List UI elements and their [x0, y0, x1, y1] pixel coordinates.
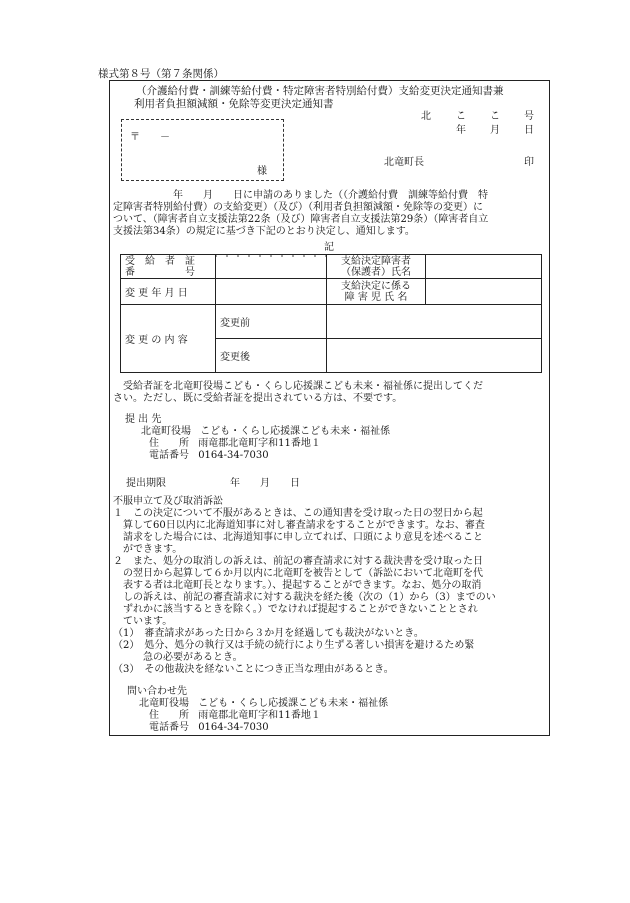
dest-phone-row [113, 450, 545, 462]
appeal-line: しの訴えは、前記の審査請求に対する裁決を経た後（次の（1）から（3）までのい [113, 592, 496, 603]
holder-name-field [426, 255, 542, 279]
appeal-line: ずれかに該当するときを除く。）でなければ提起することができないこととされ [113, 604, 478, 615]
contact-phone-value: 0164-34-7030 [198, 722, 269, 733]
contact-heading: 問い合わせ先 [127, 686, 187, 697]
appeal-sub-item: 急の必要があるとき。 [133, 652, 243, 663]
after-label: 変更後 [216, 339, 327, 373]
appeal-line: 表する者は北竜町長となります。）、提起することができます。なお、処分の取消 [113, 580, 482, 591]
appeal-line: 請求をした場合には、北海道知事に申し立てれば、口頭により意見を述べること [113, 532, 483, 543]
doc-no-part: 北 [421, 111, 431, 122]
doc-no-part: こ [456, 111, 466, 122]
change-date-field [216, 279, 327, 305]
contact-section [113, 686, 545, 734]
ki-heading: 記 [324, 242, 334, 253]
doc-no-part: こ [490, 111, 500, 122]
appeal-sub-item: （2） 処分、処分の執行又は手続の続行により生ずる著しい損害を避けるため緊 [113, 640, 475, 651]
contact-office-row [113, 698, 545, 710]
issuer-name: 北竜町長 [384, 157, 424, 168]
note-line: さい。ただし、既に受給者証を提出されている方は、不要です。 [113, 393, 403, 404]
date-part-month: 月 [490, 125, 500, 136]
date-part-day: 日 [524, 125, 534, 136]
dest-address-value: 雨竜郡北竜町字和11番地１ [198, 438, 321, 449]
appeal-line: ができます。 [113, 544, 183, 555]
appeal-line: １ この決定について不服があるときは、この通知書を受け取った日の翌日から起 [113, 508, 483, 519]
before-label: 変更前 [216, 305, 327, 339]
form-number: 様式第８号（第７条関係） [98, 68, 224, 80]
appeal-heading: 不服申立て及び取消訴訟 [113, 496, 223, 507]
holder-name-label [327, 255, 426, 279]
before-field [327, 305, 542, 339]
intro-line: ついて、（障害者自立支援法第22条（及び）障害者自立支援法第29条）（障害者自立 [113, 214, 489, 225]
cert-number-label [121, 255, 216, 279]
holder-label-line: （保護者）氏名 [341, 266, 411, 278]
change-date-label: 変 更 年 月 日 [121, 279, 216, 305]
child-label-line: 障 害 児 氏 名 [344, 291, 408, 303]
address-box [121, 119, 284, 181]
dest-office-label: 北竜町役場 [141, 426, 191, 437]
notice-title-line2: 利用者負担額減額・免除等変更決定通知書 [134, 98, 334, 110]
deadline-value: 年 月 日 [230, 478, 300, 489]
contact-office-value: こども・くらし応援課こども未来・福祉係 [198, 698, 389, 709]
appeal-section [113, 496, 545, 676]
child-name-label [327, 279, 426, 305]
doc-no-part: 号 [524, 111, 534, 122]
contact-address-value: 雨竜郡北竜町字和11番地１ [198, 710, 321, 721]
child-name-field [426, 279, 542, 305]
appeal-line: 算して60日以内に北海道知事に対し審査請求をすることができます。なお、審査 [113, 520, 485, 531]
intro-line: 定障害者特別給付費）の支給変更）（及び）（利用者負担額減額・免除等の変更）に [113, 202, 483, 213]
contact-address-row [113, 710, 545, 722]
dest-phone-value: 0164-34-7030 [198, 450, 269, 461]
cert-label-line: 受 給 者 証 [125, 255, 195, 267]
date-part-year: 年 [456, 125, 466, 136]
dest-office-row [113, 426, 545, 438]
contact-address-label: 住 所 [149, 710, 189, 721]
submission-destination [113, 414, 545, 462]
intro-line: 年 月 日に申請のありました（（介護給付費 訓練等給付費 特 [173, 190, 488, 201]
dest-heading: 提 出 先 [125, 414, 162, 425]
cert-label-line: 番 号 [125, 266, 195, 278]
appeal-sub-item: （1） 審査請求があった日から３か月を経過しても裁決がないとき。 [113, 628, 424, 639]
note-line: 受給者証を北竜町役場こども・くらし応援課こども未来・福祉係に提出してくだ [123, 381, 483, 392]
notice-title-line1: （介護給付費・訓練等給付費・特定障害者特別給付費）支給変更決定通知書兼 [136, 85, 504, 97]
contact-phone-label: 電話番号 [149, 722, 189, 733]
dest-address-label: 住 所 [149, 438, 189, 449]
appeal-line: の翌日から起算して６か月以内に北竜町を被告として（訴訟において北竜町を代 [113, 568, 483, 579]
intro-paragraph [113, 190, 545, 238]
after-field [327, 339, 542, 373]
cert-number-field [216, 255, 327, 279]
submission-note [113, 381, 545, 405]
contact-office-label: 北竜町役場 [139, 698, 189, 709]
postal-mark: 〒 － [130, 132, 170, 143]
dest-office-value: こども・くらし応援課こども未来・福祉係 [200, 426, 391, 437]
seal-mark: 印 [524, 157, 534, 168]
holder-label-line: 支給決定障害者 [341, 255, 411, 267]
dest-address-row [113, 438, 545, 450]
intro-line: 支援法第34条）の規定に基づき下記のとおり決定し、通知します。 [113, 226, 415, 237]
dest-phone-label: 電話番号 [149, 450, 189, 461]
change-content-label: 変 更 の 内 容 [121, 305, 216, 373]
appeal-line: ています。 [113, 616, 173, 627]
honorific: 様 [257, 166, 267, 177]
deadline-label: 提出期限 [126, 478, 166, 489]
contact-phone-row [113, 722, 545, 734]
appeal-line: ２ また、処分の取消しの訴えは、前記の審査請求に対する裁決書を受け取った日 [113, 556, 483, 567]
decision-table [120, 254, 542, 373]
appeal-sub-item: （3） その他裁決を経ないことにつき正当な理由があるとき。 [113, 664, 394, 675]
child-label-line: 支給決定に係る [341, 280, 411, 292]
